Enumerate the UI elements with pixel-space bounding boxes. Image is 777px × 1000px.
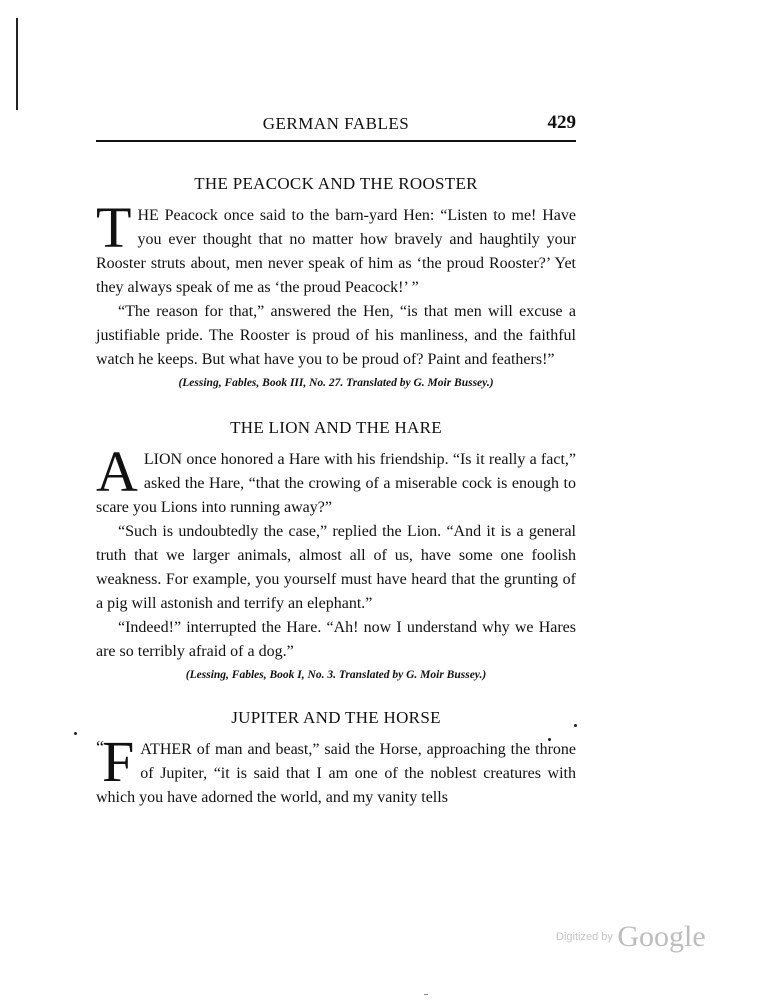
fable-title: JUPITER AND THE HORSE <box>231 708 441 727</box>
fable-paragraph: “Such is undoubtedly the case,” replied the Lion. “And it is a general truth that we larger animals, almost all of us, have some one foolish weakness. For example, you yourself must have heard that the grunting of a pig will astonish and terrify an elephant.” <box>96 523 576 612</box>
fable-paragraph <box>96 439 576 520</box>
scan-speck <box>574 724 577 727</box>
fable-paragraph <box>96 195 576 300</box>
fable-paragraph: “The reason for that,” answered the Hen, “is that men will excuse a justifiable pride. The Rooster is proud of his manliness, and the faithful watch he keeps. But what have you to be proud of? Paint and feathers!” <box>96 303 576 368</box>
paragraph-text: ATHER of man and beast,” said the Horse, approaching the throne of Jupiter, “it is said that I am one of the noblest creatures with which you have adorned the world, and my vanity tells <box>96 741 576 806</box>
fable-citation: (Lessing, Fables, Book I, No. 3. Translated by G. Moir Bussey.) <box>185 669 487 681</box>
book-page <box>96 110 576 810</box>
fable-title: THE LION AND THE HARE <box>230 418 442 437</box>
fable-jupiter-horse <box>96 708 576 810</box>
fable-citation: (Lessing, Fables, Book III, No. 27. Translated by G. Moir Bussey.) <box>178 377 494 389</box>
drop-cap: A <box>96 439 138 504</box>
running-head <box>96 110 576 142</box>
paragraph-text: HE Peacock once said to the barn-yard Hen: “Listen to me! Have you ever thought that no matter how bravely and haughtily your Rooster struts about, men never speak of him as ‘the proud Rooster?’ Yet they always speak of me as ‘the proud Peacock!’ ” <box>96 207 576 296</box>
running-head-title: GERMAN FABLES <box>262 114 410 133</box>
scan-speck <box>548 738 551 741</box>
paragraph-text: LION once honored a Hare with his friendship. “Is it really a fact,” asked the Hare, “that the crowing of a miserable cock is enough to scare you Lions into running away?” <box>96 451 576 516</box>
scan-speck <box>74 732 77 735</box>
fable-lion-hare <box>96 418 576 684</box>
google-logo: Google <box>617 920 706 953</box>
fable-peacock-rooster <box>96 174 576 392</box>
scan-mark <box>424 994 428 995</box>
page-number: 429 <box>547 112 576 133</box>
opening-quote: “ <box>96 737 104 757</box>
fable-paragraph: “Indeed!” interrupted the Hare. “Ah! now I understand why we Hares are so terribly afraid of a dog.” <box>96 619 576 660</box>
drop-cap: T <box>96 195 132 260</box>
digitized-watermark <box>556 920 706 954</box>
fable-paragraph <box>96 729 576 810</box>
watermark-prefix: Digitized by <box>556 931 613 943</box>
drop-cap: F <box>102 729 135 794</box>
fable-title: THE PEACOCK AND THE ROOSTER <box>194 174 478 193</box>
scan-gutter-line <box>16 18 18 110</box>
